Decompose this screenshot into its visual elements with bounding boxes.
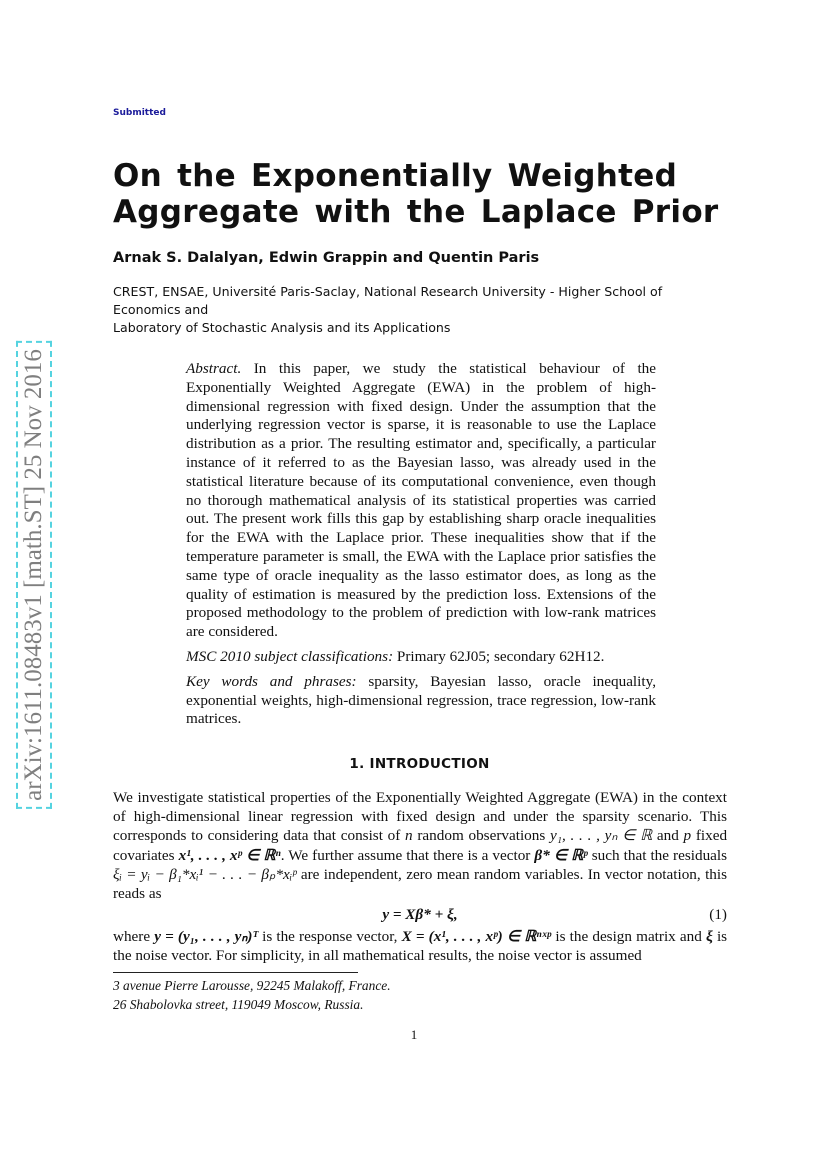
- intro-text: is the noise vector. For simplicity, in all mathematical results, the noise vector is assumed: [113, 928, 728, 965]
- footnote-divider: [113, 972, 358, 973]
- intro-text: fixed covariates: [113, 827, 728, 864]
- math-design-matrix: X = (x¹, . . . , xᵖ) ∈ ℝⁿˣᵖ: [401, 928, 552, 946]
- equation-body: y = Xβ* + ξ,: [382, 906, 458, 924]
- intro-paragraph: [113, 788, 727, 903]
- math-residuals: ξᵢ = yᵢ − β₁*xᵢ¹ − . . . − βₚ*xᵢᵖ: [113, 865, 297, 883]
- math-p: p: [683, 827, 692, 845]
- arxiv-identifier-stamp: [16, 310, 52, 840]
- paper-title: [113, 158, 733, 230]
- intro-text: We investigate statistical properties of the Exponentially Weighted Aggregate (EWA) in the context of high-dimensional linear regression with fixed design and under the sparsity scenario. This corresponds to considering data that consist of: [113, 789, 727, 845]
- math-observations: y₁, . . . , yₙ ∈ ℝ: [550, 827, 653, 845]
- keywords-text: sparsity, Bayesian lasso, oracle inequality, exponential weights, high-dimensional regression, trace regression, low-rank matrices.: [186, 672, 656, 728]
- footnotes: [113, 976, 733, 1014]
- footnote-line: 3 avenue Pierre Larousse, 92245 Malakoff, France.: [113, 978, 391, 993]
- paper-title-line: Aggregate with the Laplace Prior: [113, 194, 719, 230]
- intro-text: such that the residuals: [591, 846, 728, 864]
- affiliation: [113, 283, 733, 337]
- arxiv-identifier-text: arXiv:1611.08483v1 [math.ST] 25 Nov 2016: [16, 341, 52, 809]
- abstract-label: Abstract.: [186, 360, 242, 377]
- msc-label: MSC 2010 subject classifications:: [186, 647, 394, 665]
- math-covariates: x¹, . . . , xᵖ ∈ ℝⁿ: [178, 846, 281, 864]
- abstract: [186, 360, 656, 735]
- abstract-text: In this paper, we study the statistical behaviour of the Exponentially Weighted Aggregate (EWA) in the problem of high-dimensional regression with fixed design. Under the assumption that the underlying regression vector is sparse, it is reasonable to use the Laplace distribution as a prior. The resulting estimator and, specifically, a particular instance of it referred to as the Bayesian lasso, was already used in the statistical literature because of its computational convenience, even though no thorough mathematical analysis of its statistical properties was carried out. The present work fills this gap by establishing sharp oracle inequalities for the EWA with the Laplace prior. These inequalities show that if the temperature parameter is small, the EWA with the Laplace prior satisfies the same type of oracle inequality as the lasso estimator does, as long as the quality of estimation is measured by the prediction loss. Extensions of the proposed methodology to the problem of prediction with low-rank matrices are considered.: [186, 360, 657, 641]
- equation-number: (1): [709, 906, 727, 924]
- math-n: n: [405, 827, 413, 845]
- intro-text: is the design matrix and: [555, 928, 702, 946]
- keywords: [186, 673, 656, 729]
- intro-text: . We further assume that there is a vector: [280, 846, 531, 864]
- math-response-vector: y = (y₁, . . . , yₙ)ᵀ: [154, 928, 258, 946]
- intro-text: random observations: [417, 827, 546, 845]
- intro-text: and: [656, 827, 679, 845]
- affiliation-line: Laboratory of Stochastic Analysis and its Applications: [113, 320, 451, 335]
- intro-text: are independent, zero mean random variables. In vector notation, this reads as: [113, 865, 728, 903]
- equation-1: [113, 903, 727, 927]
- paper-title-line: On the Exponentially Weighted: [113, 158, 678, 194]
- math-beta-star: β* ∈ ℝᵖ: [534, 846, 588, 864]
- abstract-paragraph: [186, 360, 656, 642]
- submission-status: Submitted: [113, 108, 166, 118]
- author-list: Arnak S. Dalalyan, Edwin Grappin and Quentin Paris: [113, 250, 540, 266]
- page-number: 1: [410, 1027, 418, 1042]
- msc-text: Primary 62J05; secondary 62H12.: [396, 647, 605, 665]
- math-noise-vector: ξ: [705, 928, 713, 946]
- affiliation-line: CREST, ENSAE, Université Paris-Saclay, National Research University - Higher School of Economics and: [113, 284, 663, 317]
- introduction-body: [113, 788, 727, 966]
- keywords-label: Key words and phrases:: [186, 672, 357, 690]
- intro-paragraph: [113, 927, 727, 965]
- msc-classification: [186, 648, 656, 667]
- section-heading-introduction: 1. INTRODUCTION: [349, 756, 490, 772]
- footnote-line: 26 Shabolovka street, 119049 Moscow, Russia.: [113, 997, 364, 1012]
- intro-text: where: [113, 928, 151, 946]
- intro-text: is the response vector,: [262, 928, 398, 946]
